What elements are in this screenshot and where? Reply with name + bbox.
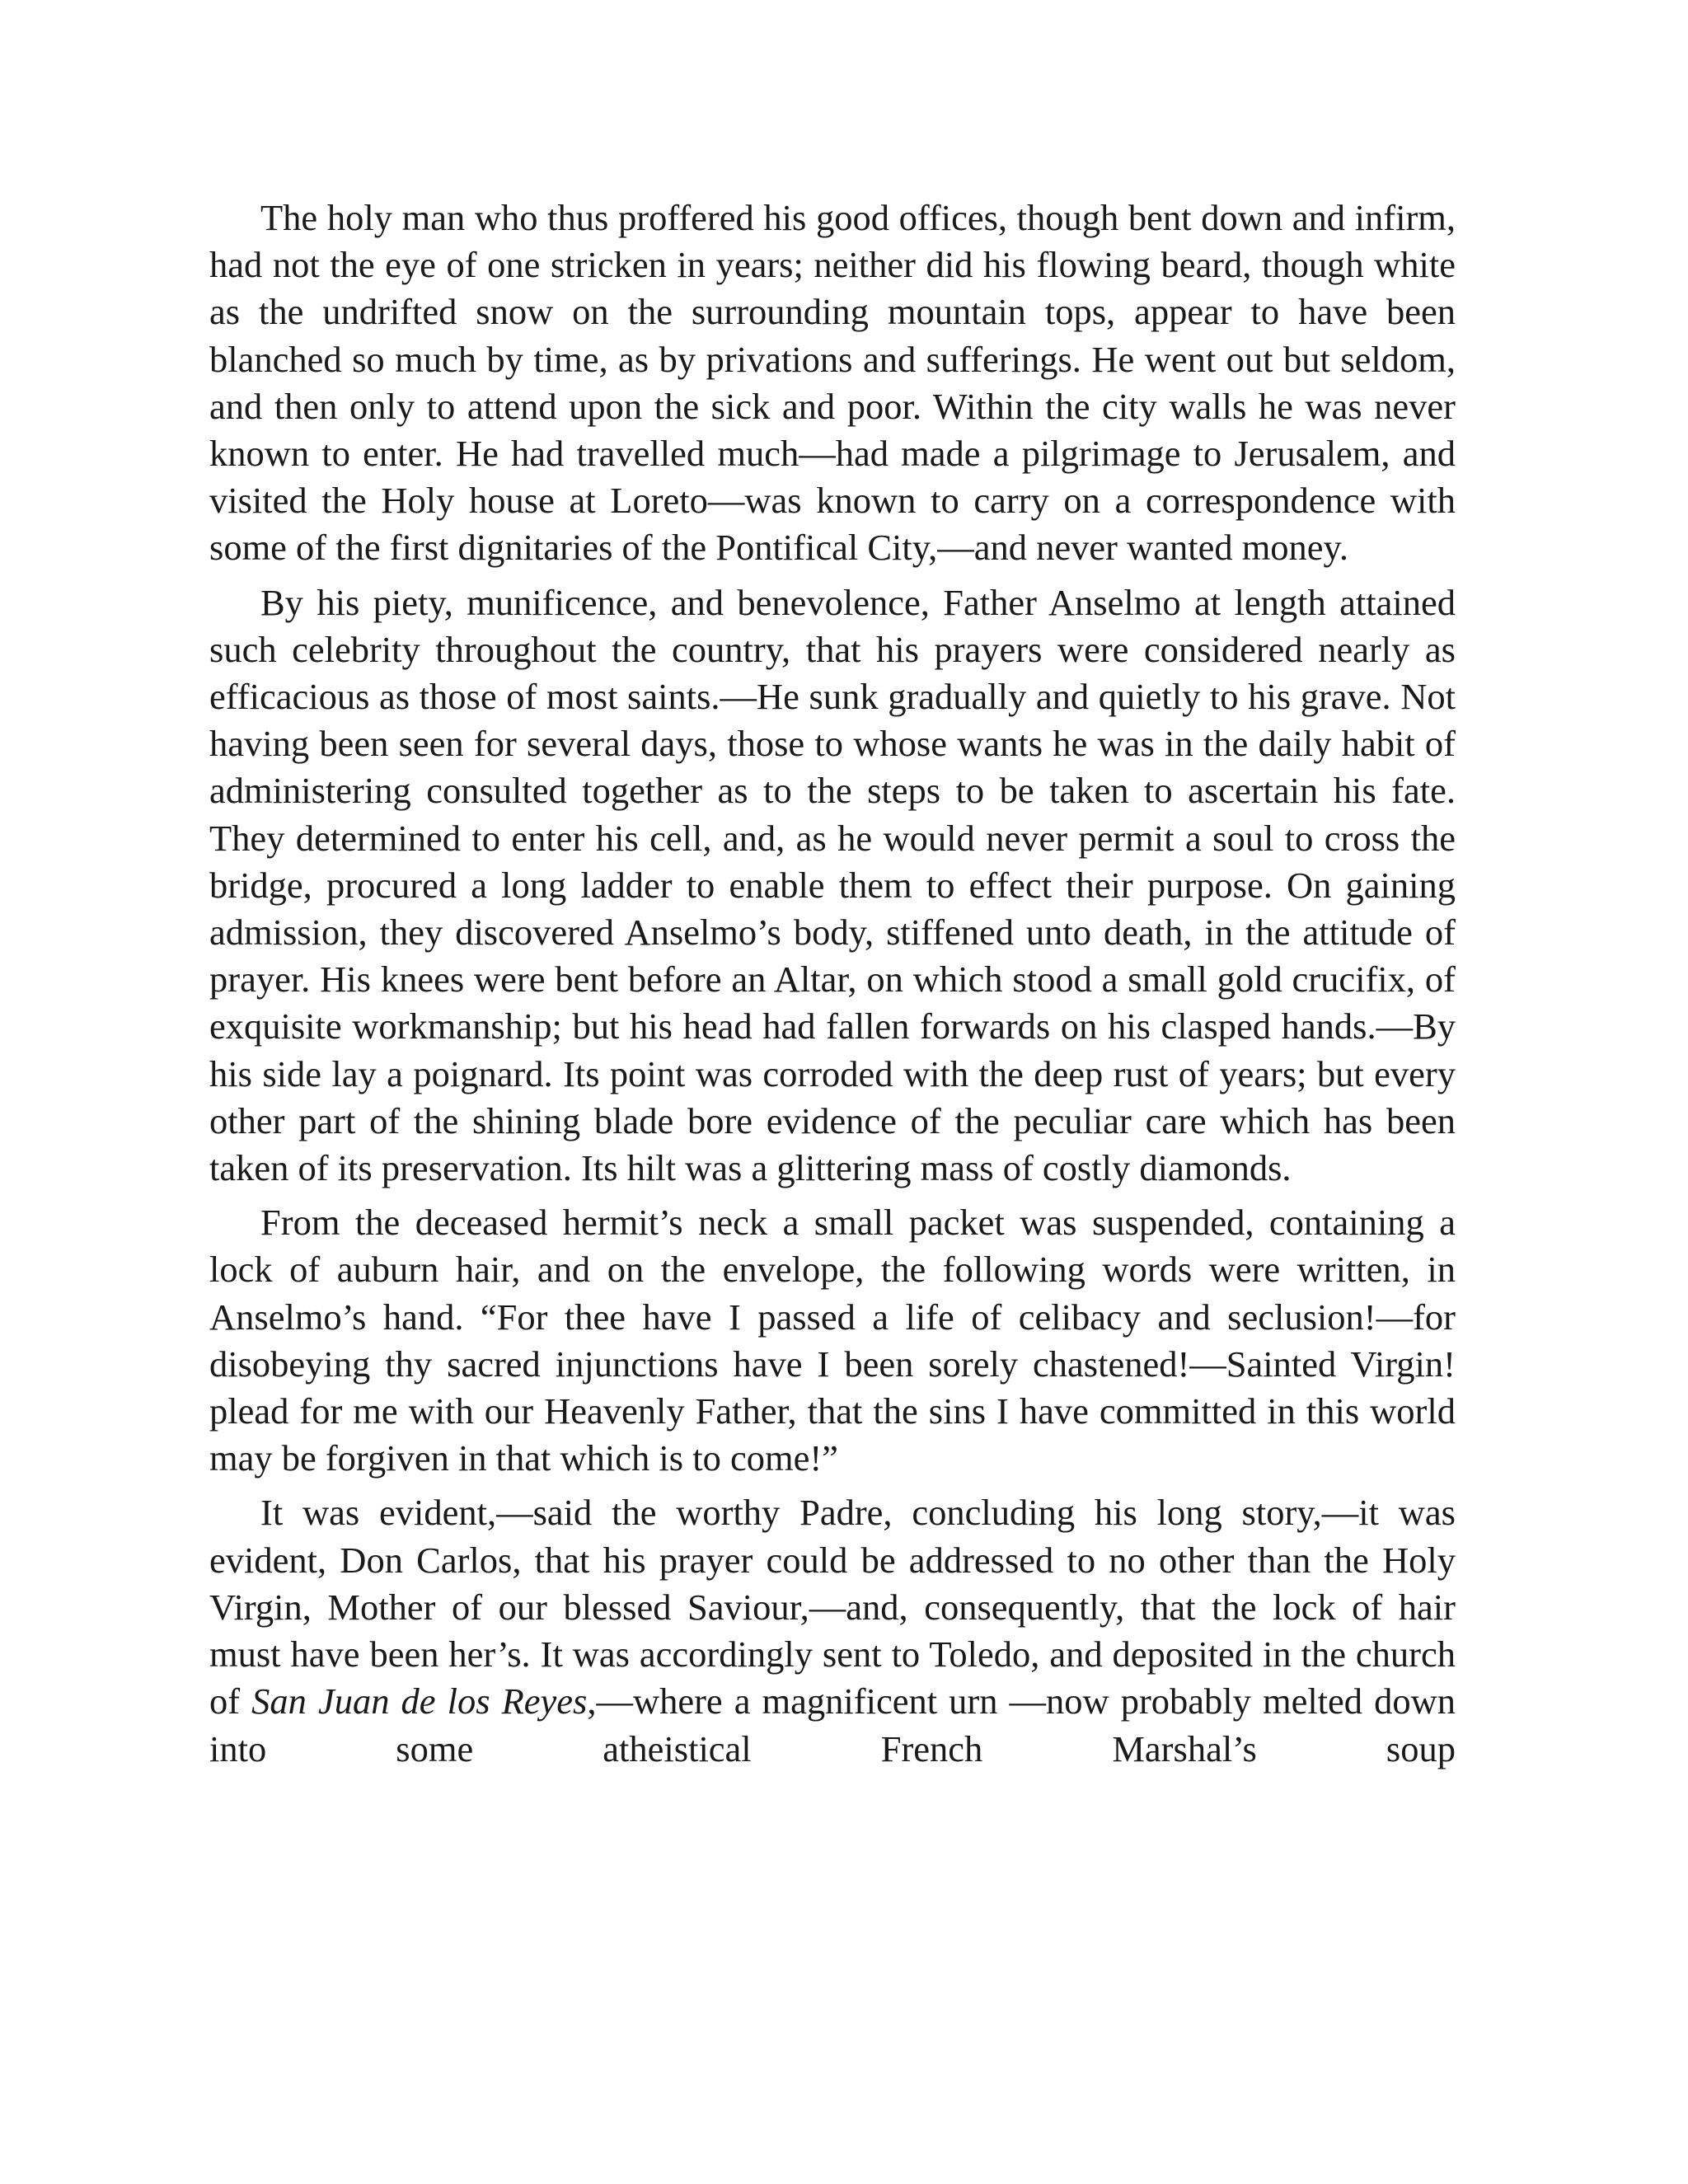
- paragraph-4-text-start: It was evident,—said the worthy Padre, concluding his long story,—it was evident, Don Carlos, that his prayer could be addressed to no other than the Holy Virgin, Mother of our blessed Saviour,—and, consequently, that the lock of hair must have been her’s. It was accordingly sent to Toledo, and deposited in the church of: [209, 1492, 1456, 1722]
- body-text: [209, 194, 1456, 1773]
- paragraph-2: By his piety, munificence, and benevolence, Father Anselmo at length attained such celebrity throughout the country, that his prayers were considered nearly as efficacious as those of most saints.—He sunk gradually and quietly to his grave. Not having been seen for several days, those to whose wants he was in the daily habit of administering consulted together as to the steps to be taken to ascertain his fate. They determined to enter his cell, and, as he would never permit a soul to cross the bridge, procured a long ladder to enable them to effect their purpose. On gaining admission, they discovered Anselmo’s body, stiffened unto death, in the attitude of prayer. His knees were bent before an Altar, on which stood a small gold crucifix, of exquisite workmanship; but his head had fallen forwards on his clasped hands.—By his side lay a poignard. Its point was corroded with the deep rust of years; but every other part of the shining blade bore evidence of the peculiar care which has been taken of its preservation. Its hilt was a glittering mass of costly diamonds.: [209, 581, 1456, 1189]
- paragraph-1: The holy man who thus proffered his good offices, though bent down and infirm, had not the eye of one stricken in years; neither did his flowing beard, though white as the undrifted snow on the surrounding mountain tops, appear to have been blanched so much by time, as by privations and sufferings. He went out but seldom, and then only to attend upon the sick and poor. Within the city walls he was never known to enter. He had travelled much—had made a pilgrimage to Jerusalem, and visited the Holy house at Loreto—was known to carry on a correspondence with some of the first dignitaries of the Pontifical City,—and never wanted money.: [209, 197, 1456, 569]
- church-name-italic: San Juan de los Reyes: [251, 1680, 588, 1722]
- paragraph-3: From the deceased hermit’s neck a small packet was suspended, containing a lock of auburn hair, and on the envelope, the following words were written, in Anselmo’s hand. “For thee have I passed a life of celibacy and seclusion!—for disobeying thy sacred injunctions have I been sorely chastened!—Sainted Virgin! plead for me with our Heavenly Father, that the sins I have committed in this world may be forgiven in that which is to come!”: [209, 1202, 1456, 1479]
- paragraph-4-text-end: ,—where a magnificent urn —now probably melted down into some atheistical French Marshal’s soup: [209, 1680, 1456, 1769]
- paragraph-4: [209, 1489, 1456, 1772]
